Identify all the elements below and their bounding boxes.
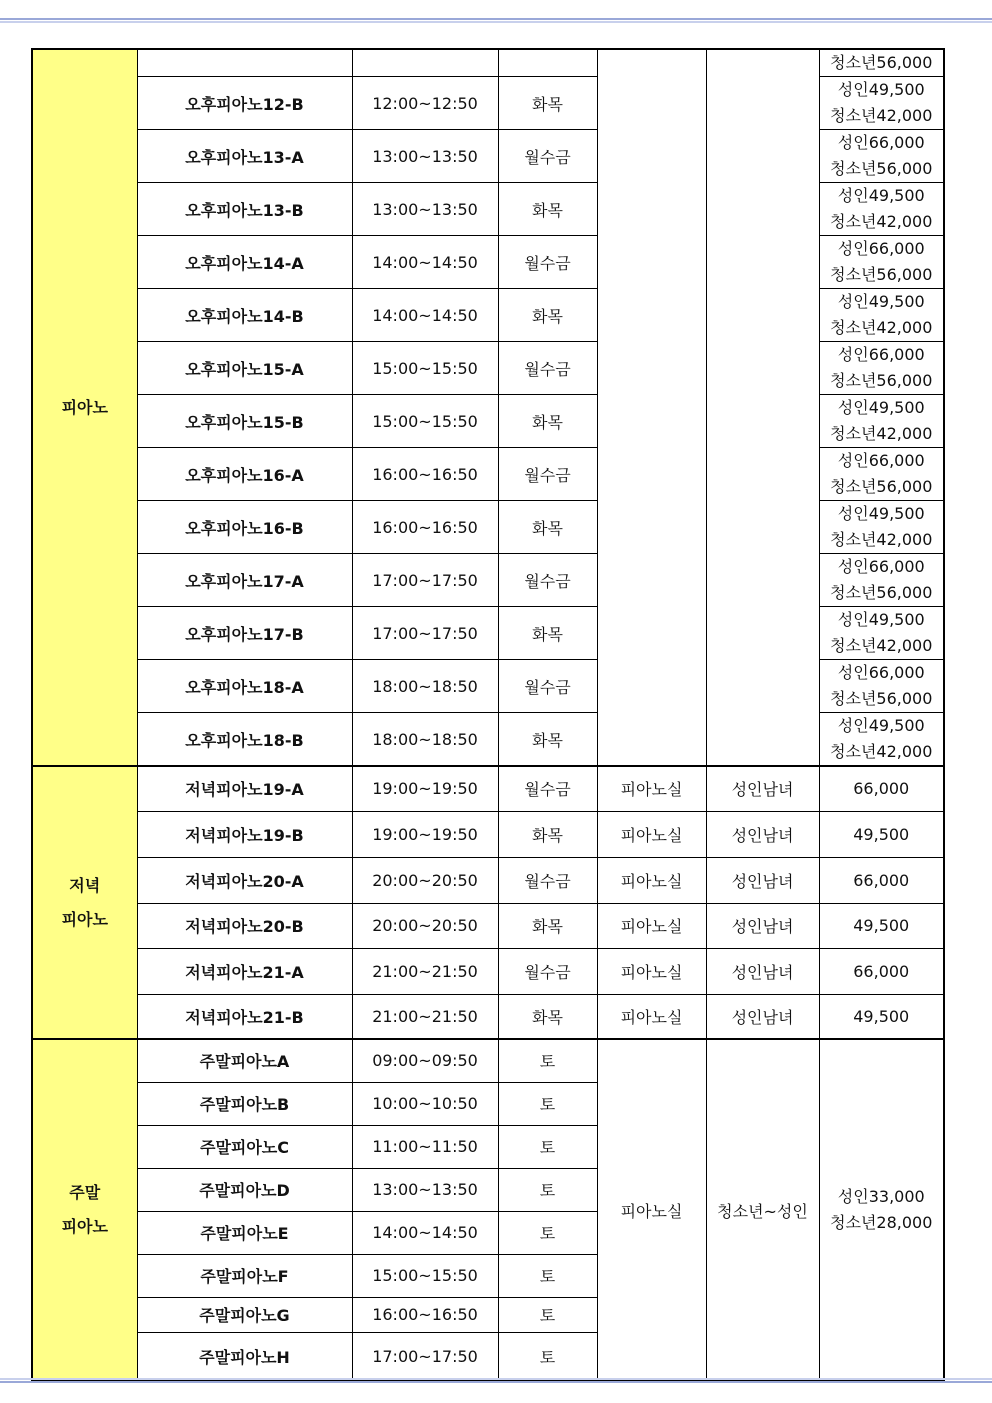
price-cell — [819, 660, 944, 713]
time-cell: 11:00~11:50 — [352, 1125, 498, 1168]
days-cell: 화목 — [498, 289, 597, 342]
time-cell: 14:00~14:50 — [352, 236, 498, 289]
price-adult: 성인49,500 — [837, 610, 925, 629]
time-cell: 21:00~21:50 — [352, 994, 498, 1039]
time-cell: 13:00~13:50 — [352, 130, 498, 183]
target-cell: 성인남녀 — [706, 766, 819, 811]
time-cell: 20:00~20:50 — [352, 903, 498, 948]
days-cell: 월수금 — [498, 948, 597, 994]
target-cell: 성인남녀 — [706, 857, 819, 903]
days-cell: 토 — [498, 1332, 597, 1381]
price-adult: 성인66,000 — [837, 451, 925, 470]
class-name-cell: 주말피아노F — [137, 1254, 352, 1297]
category-label-line1: 주말 — [69, 1183, 101, 1202]
price-cell — [819, 77, 944, 130]
class-name-cell: 저녁피아노19-A — [137, 766, 352, 811]
price-cell — [819, 607, 944, 660]
price-adult: 성인66,000 — [837, 557, 925, 576]
time-cell: 10:00~10:50 — [352, 1082, 498, 1125]
class-name-cell: 저녁피아노20-B — [137, 903, 352, 948]
class-name-cell: 주말피아노B — [137, 1082, 352, 1125]
days-cell: 화목 — [498, 77, 597, 130]
price-adult: 성인49,500 — [837, 398, 925, 417]
days-cell: 월수금 — [498, 448, 597, 501]
days-cell: 화목 — [498, 713, 597, 767]
table-row — [32, 857, 944, 903]
category-label-line2: 피아노 — [61, 909, 108, 929]
table-row — [32, 903, 944, 948]
price-youth: 청소년56,000 — [830, 265, 933, 284]
days-cell: 월수금 — [498, 236, 597, 289]
price-youth: 청소년56,000 — [830, 583, 933, 602]
time-cell: 15:00~15:50 — [352, 342, 498, 395]
piano-schedule-table — [31, 48, 945, 1382]
room-cell: 피아노실 — [597, 994, 706, 1039]
price-youth: 청소년56,000 — [830, 689, 933, 708]
time-cell: 15:00~15:50 — [352, 395, 498, 448]
room-cell: 피아노실 — [597, 766, 706, 811]
days-cell: 월수금 — [498, 766, 597, 811]
class-name-cell: 주말피아노G — [137, 1297, 352, 1332]
room-cell: 피아노실 — [597, 857, 706, 903]
room-cell: 피아노실 — [597, 811, 706, 857]
price-adult: 성인49,500 — [837, 80, 925, 99]
class-name-cell: 주말피아노A — [137, 1039, 352, 1082]
days-cell: 화목 — [498, 811, 597, 857]
class-name-cell: 오후피아노13-B — [137, 183, 352, 236]
category-cell — [32, 1039, 137, 1381]
price-youth: 청소년28,000 — [830, 1213, 933, 1232]
table-row — [32, 766, 944, 811]
time-cell: 21:00~21:50 — [352, 948, 498, 994]
class-name-cell — [137, 49, 352, 77]
price-cell — [819, 554, 944, 607]
category-label-line2: 피아노 — [61, 1217, 108, 1236]
class-name-cell: 저녁피아노20-A — [137, 857, 352, 903]
page-border-bottom — [0, 1378, 992, 1383]
target-cell: 성인남녀 — [706, 903, 819, 948]
class-name-cell: 오후피아노14-A — [137, 236, 352, 289]
time-cell: 14:00~14:50 — [352, 289, 498, 342]
price-cell: 66,000 — [819, 857, 944, 903]
price-adult: 성인66,000 — [837, 133, 925, 152]
days-cell: 토 — [498, 1125, 597, 1168]
time-cell: 15:00~15:50 — [352, 1254, 498, 1297]
price-adult: 성인49,500 — [837, 186, 925, 205]
class-name-cell: 오후피아노16-A — [137, 448, 352, 501]
time-cell: 17:00~17:50 — [352, 554, 498, 607]
price-cell: 66,000 — [819, 766, 944, 811]
price-cell — [819, 501, 944, 554]
class-name-cell: 오후피아노17-A — [137, 554, 352, 607]
target-cell: 청소년~성인 — [706, 1039, 819, 1381]
price-cell: 66,000 — [819, 948, 944, 994]
time-cell: 13:00~13:50 — [352, 183, 498, 236]
class-name-cell: 주말피아노H — [137, 1332, 352, 1381]
price-cell: 49,500 — [819, 903, 944, 948]
room-cell: 피아노실 — [597, 948, 706, 994]
days-cell: 월수금 — [498, 554, 597, 607]
time-cell: 20:00~20:50 — [352, 857, 498, 903]
price-cell — [819, 395, 944, 448]
room-cell — [597, 49, 706, 766]
price-youth: 청소년42,000 — [830, 742, 933, 761]
days-cell: 월수금 — [498, 660, 597, 713]
price-cell — [819, 342, 944, 395]
class-name-cell: 오후피아노18-A — [137, 660, 352, 713]
time-cell: 19:00~19:50 — [352, 766, 498, 811]
price-adult: 성인49,500 — [837, 292, 925, 311]
price-adult: 성인66,000 — [837, 663, 925, 682]
price-cell — [819, 289, 944, 342]
target-cell: 성인남녀 — [706, 948, 819, 994]
days-cell: 화목 — [498, 994, 597, 1039]
time-cell: 17:00~17:50 — [352, 607, 498, 660]
price-cell — [819, 130, 944, 183]
price-adult: 성인49,500 — [837, 716, 925, 735]
page-border-top — [0, 18, 992, 23]
days-cell: 토 — [498, 1082, 597, 1125]
price-cell — [819, 1039, 944, 1381]
class-name-cell: 오후피아노15-B — [137, 395, 352, 448]
table-row — [32, 994, 944, 1039]
price-youth: 청소년42,000 — [830, 530, 933, 549]
time-cell: 13:00~13:50 — [352, 1168, 498, 1211]
class-name-cell: 주말피아노C — [137, 1125, 352, 1168]
category-cell — [32, 766, 137, 1039]
price-adult: 성인66,000 — [837, 239, 925, 258]
price-cell — [819, 183, 944, 236]
days-cell: 월수금 — [498, 130, 597, 183]
class-name-cell: 오후피아노12-B — [137, 77, 352, 130]
price-youth: 청소년56,000 — [830, 477, 933, 496]
time-cell: 12:00~12:50 — [352, 77, 498, 130]
price-cell — [819, 713, 944, 767]
price-adult: 성인49,500 — [837, 504, 925, 523]
room-cell: 피아노실 — [597, 1039, 706, 1381]
class-name-cell: 오후피아노16-B — [137, 501, 352, 554]
days-cell: 토 — [498, 1039, 597, 1082]
table-row — [32, 49, 944, 77]
class-name-cell: 주말피아노D — [137, 1168, 352, 1211]
days-cell: 화목 — [498, 501, 597, 554]
price-youth: 청소년56,000 — [830, 159, 933, 178]
class-name-cell: 오후피아노14-B — [137, 289, 352, 342]
table-row — [32, 1039, 944, 1082]
price-youth: 청소년42,000 — [830, 212, 933, 231]
class-name-cell: 오후피아노17-B — [137, 607, 352, 660]
price-youth: 청소년56,000 — [830, 53, 933, 72]
days-cell: 토 — [498, 1297, 597, 1332]
category-label-line1: 저녁 — [69, 875, 101, 895]
days-cell: 토 — [498, 1211, 597, 1254]
price-cell: 49,500 — [819, 811, 944, 857]
price-youth: 청소년56,000 — [830, 371, 933, 390]
days-cell: 화목 — [498, 607, 597, 660]
time-cell: 18:00~18:50 — [352, 713, 498, 767]
days-cell: 월수금 — [498, 342, 597, 395]
price-youth: 청소년42,000 — [830, 318, 933, 337]
days-cell: 토 — [498, 1168, 597, 1211]
price-cell — [819, 49, 944, 77]
class-name-cell: 저녁피아노19-B — [137, 811, 352, 857]
category-label: 피아노 — [61, 397, 108, 417]
class-name-cell: 오후피아노18-B — [137, 713, 352, 767]
time-cell — [352, 49, 498, 77]
price-cell — [819, 448, 944, 501]
days-cell: 월수금 — [498, 857, 597, 903]
class-name-cell: 주말피아노E — [137, 1211, 352, 1254]
time-cell: 16:00~16:50 — [352, 501, 498, 554]
days-cell: 화목 — [498, 183, 597, 236]
target-cell: 성인남녀 — [706, 811, 819, 857]
time-cell: 14:00~14:50 — [352, 1211, 498, 1254]
time-cell: 16:00~16:50 — [352, 448, 498, 501]
category-cell — [32, 49, 137, 766]
time-cell: 18:00~18:50 — [352, 660, 498, 713]
price-youth: 청소년42,000 — [830, 636, 933, 655]
class-name-cell: 오후피아노15-A — [137, 342, 352, 395]
price-youth: 청소년42,000 — [830, 424, 933, 443]
time-cell: 16:00~16:50 — [352, 1297, 498, 1332]
price-adult: 성인66,000 — [837, 345, 925, 364]
time-cell: 17:00~17:50 — [352, 1332, 498, 1381]
target-cell — [706, 49, 819, 766]
price-youth: 청소년42,000 — [830, 106, 933, 125]
room-cell: 피아노실 — [597, 903, 706, 948]
time-cell: 19:00~19:50 — [352, 811, 498, 857]
table-row — [32, 811, 944, 857]
target-cell: 성인남녀 — [706, 994, 819, 1039]
price-adult: 성인33,000 — [837, 1187, 925, 1206]
days-cell: 화목 — [498, 903, 597, 948]
table-row — [32, 948, 944, 994]
class-name-cell: 저녁피아노21-B — [137, 994, 352, 1039]
time-cell: 09:00~09:50 — [352, 1039, 498, 1082]
days-cell: 화목 — [498, 395, 597, 448]
class-name-cell: 저녁피아노21-A — [137, 948, 352, 994]
days-cell: 토 — [498, 1254, 597, 1297]
days-cell — [498, 49, 597, 77]
price-cell: 49,500 — [819, 994, 944, 1039]
price-cell — [819, 236, 944, 289]
class-name-cell: 오후피아노13-A — [137, 130, 352, 183]
